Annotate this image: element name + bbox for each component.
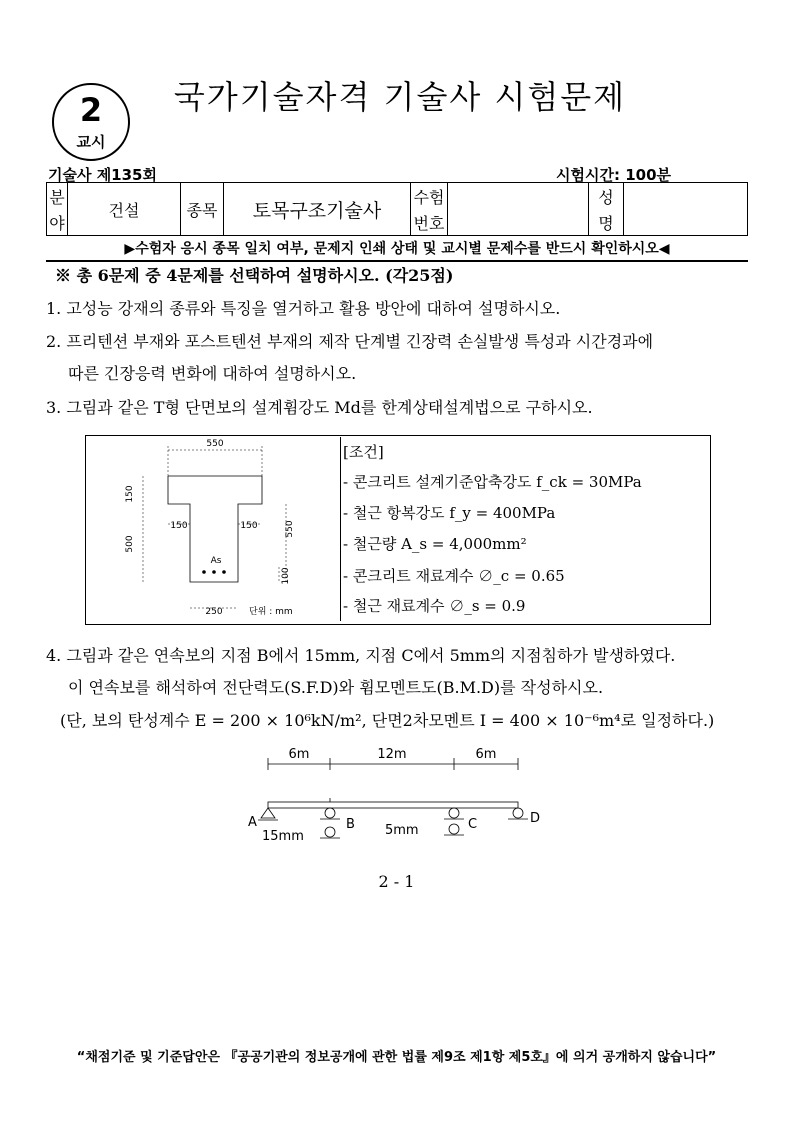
dim-top: 550 [206,439,224,449]
settlement-c: 5mm [385,823,419,838]
unit-label: 단위 : mm [249,607,293,617]
conditions-heading: [조건] [343,443,384,461]
span-label: 6m [475,747,497,762]
page-title: 국가기술자격 기술사 시험문제 [173,78,627,116]
instructions: ※ 총 6문제 중 4문제를 선택하여 설명하시오. (각25점) [55,266,454,285]
span-label: 12m [377,747,407,762]
dim-flange: 150 [125,485,135,503]
settlement-b: 15mm [262,829,304,844]
question-4: 4. 그림과 같은 연속보의 지점 B에서 15mm, 지점 C에서 5mm의 지점침하가 발생하였다. [46,646,676,665]
name-label: 성 명 [589,183,624,236]
exam-number-field[interactable] [448,183,589,236]
item-label: 종목 [181,183,224,236]
conditions-panel [340,437,709,621]
rebar-dot [212,570,216,574]
span-label: 6m [288,747,310,762]
session-badge [52,83,130,161]
page-number: 2 - 1 [378,872,415,891]
continuous-beam-diagram [240,740,560,860]
rebar-dot [222,570,226,574]
question-4-cont: 이 연속보를 해석하여 전단력도(S.F.D)와 휨모멘트도(B.M.D)를 작성하시오. [68,678,604,697]
rebar-dot [202,570,206,574]
question-2-cont: 따른 긴장응력 변화에 대하여 설명하시오. [68,364,357,383]
dim-height: 500 [125,535,135,553]
session-label: 교시 [76,133,106,151]
dim-cover: 100 [281,567,291,585]
field-value: 건설 [68,183,181,236]
support-d: D [530,811,541,826]
info-table [46,182,748,236]
exam-number-label: 수험 번호 [411,183,448,236]
dim-bottom: 250 [205,607,223,617]
support-b: B [346,817,355,832]
dim-left: 150 [170,521,188,531]
question-4-note: (단, 보의 탄성계수 E = 200 × 10⁶kN/m², 단면2차모멘트 I = 400 × 10⁻⁶m⁴로 일정하다.) [60,711,715,730]
condition-row: - 철근 재료계수 ∅_s = 0.9 [343,597,526,615]
question-3: 3. 그림과 같은 T형 단면보의 설계휨강도 Md를 한계상태설계법으로 구하시오. [46,398,593,417]
condition-row: - 철근 항복강도 f_y = 400MPa [343,504,556,522]
exam-time: 시험시간: 100분 [556,166,671,184]
t-beam-diagram [86,436,340,622]
footer-note: “채점기준 및 기준답안은 『공공기관의 정보공개에 관한 법률 제9조 제1항 제5호』에 의거 공개하지 않습니다” [76,1050,717,1065]
dim-right: 150 [240,521,258,531]
as-label: As [210,556,222,566]
question-2: 2. 프리텐션 부재와 포스트텐션 부재의 제작 단계별 긴장력 손실발생 특성과 시간경과에 [46,332,654,351]
condition-row: - 콘크리트 설계기준압축강도 f_ck = 30MPa [343,473,642,491]
field-label: 분 야 [47,183,68,236]
support-c: C [468,817,478,832]
condition-row: - 콘크리트 재료계수 ∅_c = 0.65 [343,567,565,585]
support-a: A [248,815,257,830]
exam-round: 기술사 제135회 [48,166,157,184]
dim-web: 550 [285,520,295,538]
item-value: 토목구조기술사 [224,183,411,236]
session-number: 2 [79,91,103,129]
name-field[interactable] [624,183,748,236]
notice: ▶수험자 응시 종목 일치 여부, 문제지 인쇄 상태 및 교시별 문제수를 반드시 확인하시오◀ [46,238,748,262]
question-1: 1. 고성능 강재의 종류와 특징을 열거하고 활용 방안에 대하여 설명하시오. [46,299,561,318]
condition-row: - 철근량 A_s = 4,000mm² [343,535,527,553]
